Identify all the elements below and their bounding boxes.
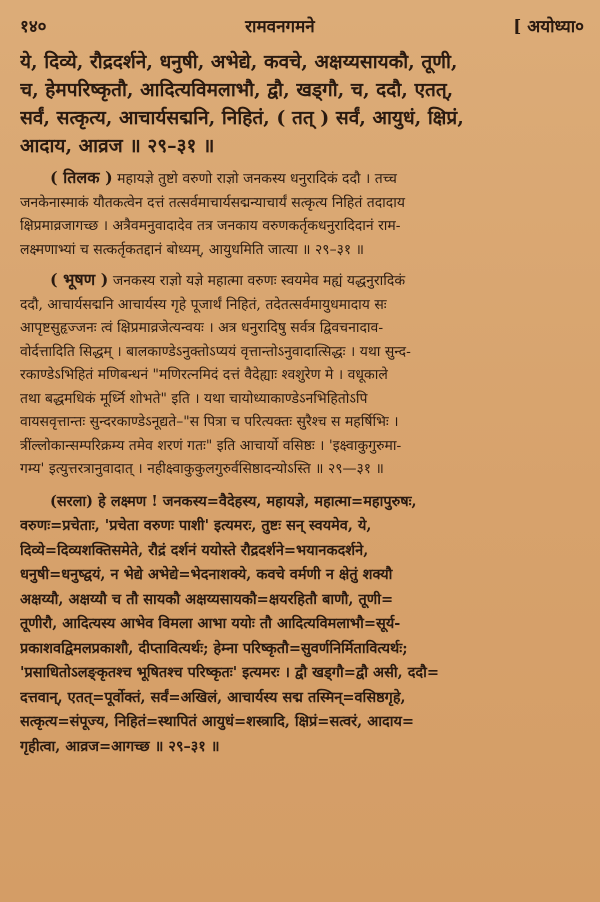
commentary-line: ददौ, आचार्यसद्मनि आचार्यस्य गृहे पूजार्थं निहितं, तदेतत्सर्वमायुधमादाय सः bbox=[20, 296, 387, 313]
commentary-line: क्षिप्रमाव्रजागच्छ । अत्रैवमनुवादादेव तत्र जनकाय वरुणकर्तृकधनुरादिदानं राम- bbox=[20, 218, 401, 234]
tilak-label: ( तिलक ) bbox=[50, 168, 113, 187]
commentary-line: वरुणः=प्रचेताः, 'प्रचेता वरुणः पाशी' इत्यमरः, तुष्टः सन् स्वयमेव, ये, bbox=[20, 517, 372, 534]
sarala-label: (सरला) bbox=[50, 492, 94, 510]
bhushan-commentary bbox=[20, 268, 584, 482]
commentary-line: प्रकाशवद्विमलप्रकाशौ, दीप्तावित्यर्थः; हेम्ना परिष्कृतौ=सुवर्णनिर्मितावित्यर्थः; bbox=[20, 639, 408, 657]
verse-text bbox=[20, 48, 584, 160]
commentary-line: तथा बद्धमधिकं मूर्ध्नि शोभते" इति । यथा चायोध्याकाण्डेऽनभिहितोऽपि bbox=[20, 390, 368, 407]
running-title: रामवनगमने bbox=[245, 17, 315, 37]
commentary-text: जनकस्य राज्ञो यज्ञे महात्मा वरुणः स्वयमेव मह्यं यद्धनुरादिकं bbox=[112, 273, 406, 289]
commentary-text: हे लक्ष्मण ! जनकस्य=वैदेहस्य, महायज्ञे, महात्मा=महापुरुषः, bbox=[98, 492, 417, 510]
commentary-line: जनकेनास्माकं यौतकत्वेन दत्तं तत्सर्वमाचार्यसद्मन्याचार्यं सत्कृत्य निहितं तदादाय bbox=[20, 194, 405, 211]
commentary-line: 'प्रसाधितोऽलङ्कृतश्च भूषितश्च परिष्कृतः' इत्यमरः । द्वौ खड्गौ=द्वौ असी, ददौ= bbox=[20, 664, 440, 681]
commentary-line: धनुषी=धनुष्द्वयं, न भेद्ये अभेद्ये=भेदनाशक्ये, कवचे वर्मणी न क्षेतुं शक्यौ bbox=[20, 566, 393, 583]
verse-line: आदाय, आव्रज ॥ २९–३१ ॥ bbox=[20, 135, 215, 157]
commentary-line: त्रींल्लोकान्सम्परिक्रम्य तमेव शरणं गतः" इति आचार्यो वसिष्ठः । 'इक्ष्वाकुगुरुमा- bbox=[20, 437, 402, 454]
commentary-line: गृहीत्वा, आव्रज=आगच्छ ॥ २९–३१ ॥ bbox=[20, 737, 220, 755]
verse-line: ये, दिव्ये, रौद्रदर्शने, धनुषी, अभेद्ये, कवचे, अक्षय्यसायकौ, तूणी, bbox=[20, 51, 458, 73]
verse-line: च, हेमपरिष्कृतौ, आदित्यविमलाभौ, द्वौ, खड्गौ, च, ददौ, एतत्, bbox=[20, 79, 454, 101]
commentary-line bbox=[20, 490, 584, 515]
commentary-line bbox=[20, 166, 584, 192]
commentary-line: रकाण्डेऽभिहितं मणिबन्धनं "मणिरत्नमिदं दत्तं वैदेह्याः श्वशुरेण मे । वधूकाले bbox=[20, 367, 388, 383]
commentary-line: आपृष्टसुहृज्जनः त्वं क्षिप्रमाव्रजेत्यन्वयः । अत्र धनुरादिषु सर्वत्र द्विवचनादाव- bbox=[20, 320, 384, 336]
commentary-line: वायसवृत्तान्तः सुन्दरकाण्डेऽनूद्यते–"स पित्रा च परित्यक्तः सुरैश्च स महर्षिभिः । bbox=[20, 414, 399, 430]
bhushan-label: ( भूषण ) bbox=[50, 270, 109, 289]
verse-line: सर्वं, सत्कृत्य, आचार्यसद्मनि, निहितं, ( तत् ) सर्वं, आयुधं, क्षिप्रं, bbox=[20, 107, 464, 129]
sarala-commentary bbox=[20, 490, 584, 760]
commentary-line: गम्य' इत्युत्तरत्रानुवादात् । नहीक्ष्वाकुकुलगुरुर्वसिष्ठादन्योऽस्ति ॥ २९—३१ ॥ bbox=[20, 461, 384, 477]
tilak-commentary bbox=[20, 166, 584, 262]
commentary-line: दिव्ये=दिव्यशक्तिसमेते, रौद्रं दर्शनं ययोस्ते रौद्रदर्शने=भयानकदर्शने, bbox=[20, 541, 369, 559]
commentary-line: अक्षय्यौ, अक्षय्यौ च तौ सायकौ अक्षय्यसायकौ=क्षयरहितौ बाणौ, तूणी= bbox=[20, 590, 394, 608]
commentary-line: तूणीरौ, आदित्यस्य आभेव विमला आभा ययोः तौ आदित्यविमलाभौ=सूर्य- bbox=[20, 615, 401, 632]
commentary-line: दत्तवान्, एतत्=पूर्वोक्तं, सर्वं=अखिलं, आचार्यस्य सद्म तस्मिन्=वसिष्ठगृहे, bbox=[20, 688, 406, 706]
commentary-line: सत्कृत्य=संपूज्य, निहितं=स्थापितं आयुधं=शस्त्रादि, क्षिप्रं=सत्वरं, आदाय= bbox=[20, 713, 415, 730]
page-number: १४० bbox=[20, 17, 47, 37]
commentary-line bbox=[20, 268, 584, 294]
commentary-text: महायज्ञे तुष्टो वरुणो राज्ञो जनकस्य धनुरादिकं ददौ । तच्च bbox=[117, 171, 397, 187]
commentary-line: वोर्दत्तादिति सिद्धम् । बालकाण्डेऽनुक्तोऽप्ययं वृत्तान्तोऽनुवादात्सिद्धः । यथा सुन्द- bbox=[20, 343, 411, 360]
commentary-line: लक्ष्मणाभ्यां च सत्कर्तृकतद्दानं बोध्यम्, आयुधमिति जात्या ॥ २९–३१ ॥ bbox=[20, 241, 364, 258]
section-name: [ अयोध्या० bbox=[513, 17, 584, 37]
page-header bbox=[20, 14, 584, 44]
